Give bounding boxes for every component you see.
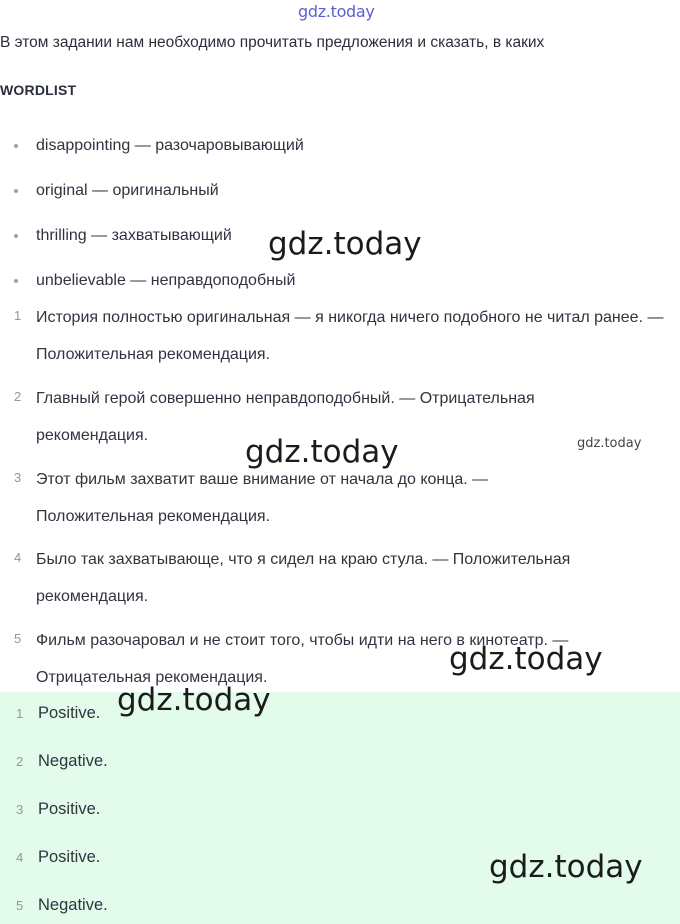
answer-key-item (16, 797, 100, 821)
bullet-icon (14, 234, 18, 238)
watermark-top: gdz.today (298, 2, 375, 21)
answer-number: 5 (14, 631, 22, 646)
watermark: gdz.today (117, 682, 271, 718)
wordlist-item-text: thrilling — захватывающий (36, 227, 232, 244)
answer-key-item (16, 893, 108, 917)
answer-text: Было так захватывающе, что я сидел на краю стула. — Положительная рекомендация. (36, 551, 571, 605)
bullet-icon (14, 144, 18, 148)
watermark: gdz.today (449, 641, 603, 677)
wordlist-item-text: original — оригинальный (36, 182, 219, 199)
answer-text: Главный герой совершенно неправдоподобный. — Отрицательная рекомендация. (36, 390, 535, 444)
answer-key-text: Negative. (38, 895, 108, 914)
watermark: gdz.today (245, 434, 399, 470)
wordlist-item (14, 134, 304, 158)
wordlist-heading: WORDLIST (0, 82, 77, 98)
answer-text: Фильм разочаровал и не стоит того, чтобы идти на него в кинотеатр. — Отрицательная рекомендация. (36, 632, 569, 686)
intro-text: В этом задании нам необходимо прочитать предложения и сказать, в каких (0, 34, 545, 51)
watermark: gdz.today (577, 436, 642, 451)
answer-key-number: 1 (16, 705, 24, 721)
bullet-icon (14, 279, 18, 283)
answer-text: История полностью оригинальная — я никогда ничего подобного не читал ранее. — Положительная рекомендация. (36, 309, 664, 363)
answer-key-item (16, 701, 100, 725)
watermark: gdz.today (268, 226, 422, 262)
answer-key-item (16, 845, 100, 869)
answer-key-text: Positive. (38, 847, 101, 866)
answer-number: 1 (14, 308, 22, 323)
answer-key-number: 2 (16, 753, 24, 769)
answer-key-text: Negative. (38, 751, 108, 770)
answer-key-number: 3 (16, 801, 24, 817)
answer-key-number: 4 (16, 849, 24, 865)
bullet-icon (14, 189, 18, 193)
watermark: gdz.today (489, 849, 643, 885)
answer-key-panel (0, 692, 680, 924)
answer-number: 3 (14, 470, 22, 485)
wordlist-item (14, 224, 232, 248)
answer-key-number: 5 (16, 897, 24, 913)
answer-text: Этот фильм захватит ваше внимание от начала до конца. — Положительная рекомендация. (36, 471, 489, 525)
wordlist-item-text: disappointing — разочаровывающий (36, 137, 304, 154)
answer-key-item (16, 749, 108, 773)
wordlist-item (14, 179, 219, 203)
wordlist-item (14, 269, 295, 293)
answer-number: 4 (14, 550, 22, 565)
answer-key-text: Positive. (38, 703, 101, 722)
answer-key-text: Positive. (38, 799, 101, 818)
answer-number: 2 (14, 389, 22, 404)
wordlist-item-text: unbelievable — неправдоподобный (36, 272, 296, 289)
